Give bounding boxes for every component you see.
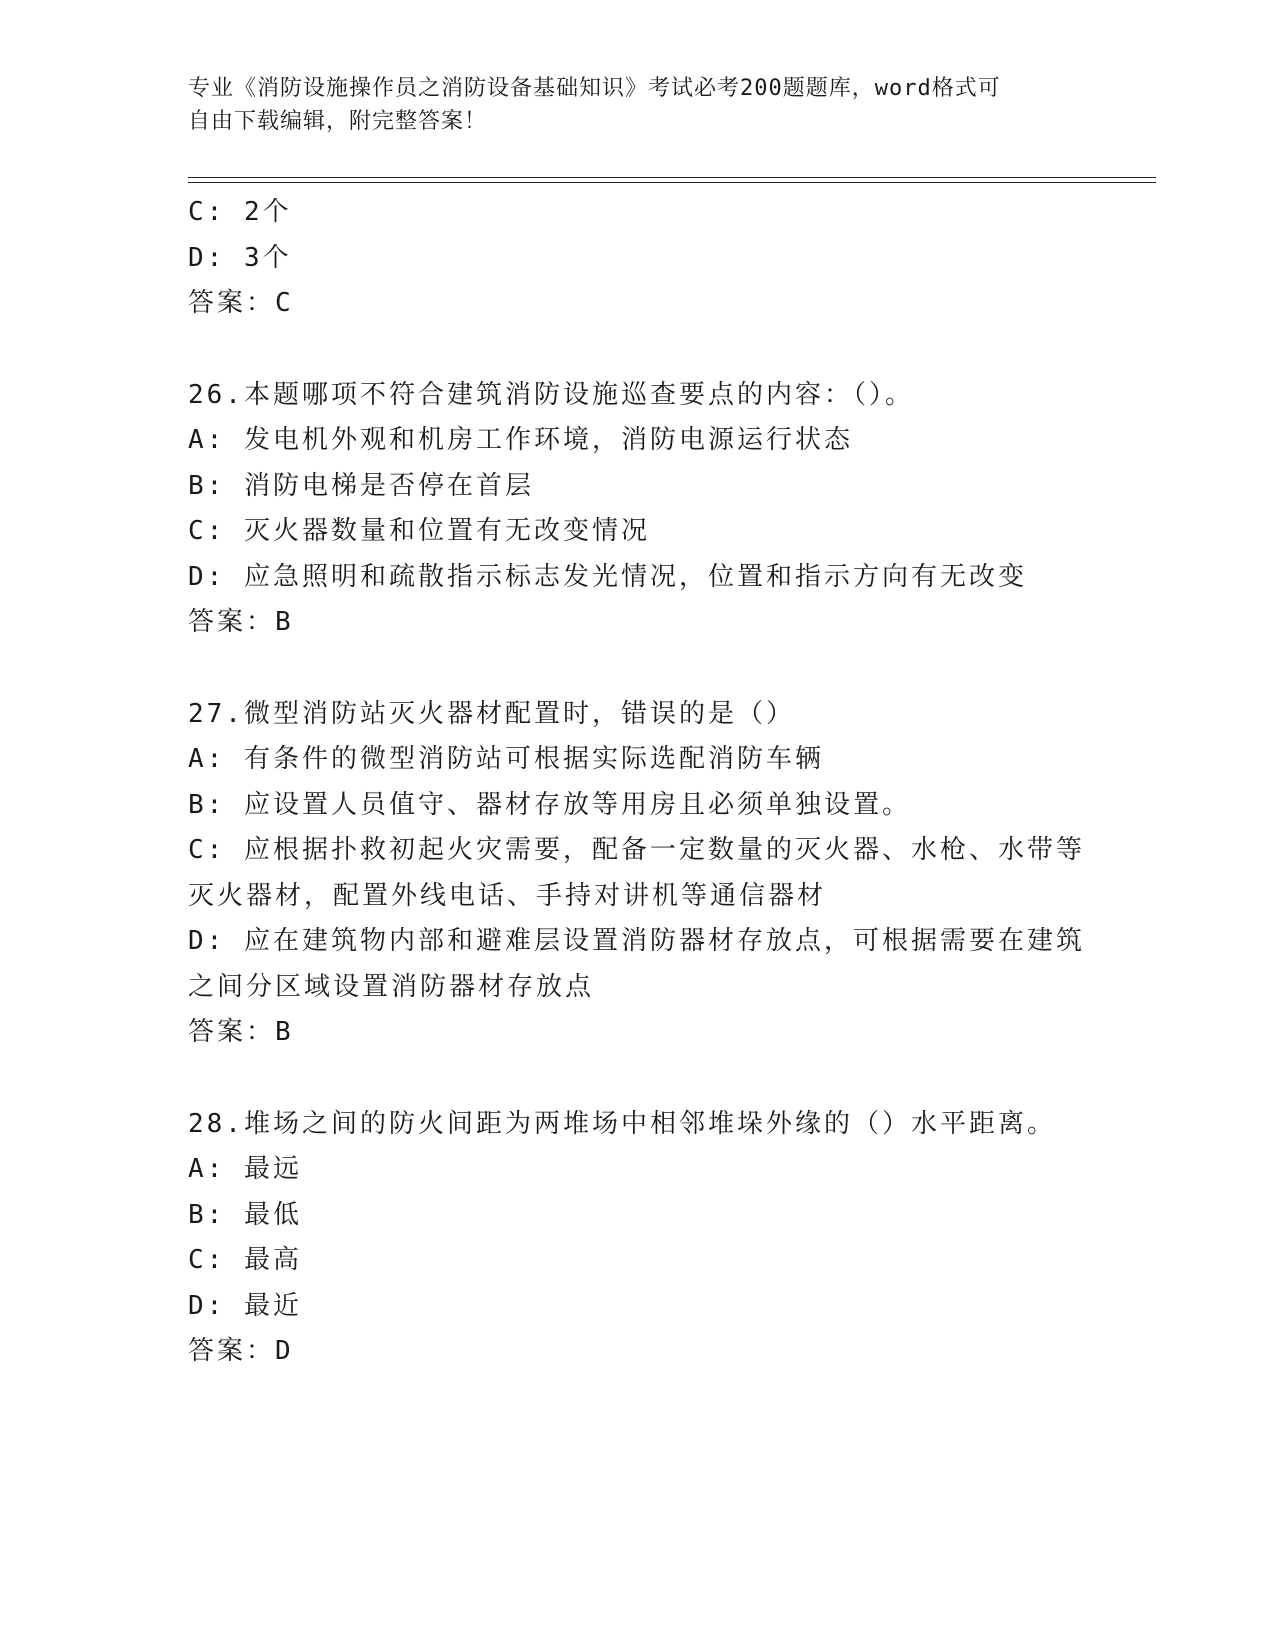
header-divider-top bbox=[188, 177, 1156, 178]
question-stem: 28.堆场之间的防火间距为两堆场中相邻堆垛外缘的（）水平距离。 bbox=[188, 1108, 1056, 1139]
option-c: C: 灭火器数量和位置有无改变情况 bbox=[188, 516, 650, 546]
option-d-continued: 之间分区域设置消防器材存放点 bbox=[188, 971, 595, 1002]
option-d: D: 3个 bbox=[188, 242, 292, 273]
option-c: C: 最高 bbox=[188, 1245, 302, 1275]
answer-line: 答案：B bbox=[188, 1017, 294, 1047]
option-c-continued: 灭火器材，配置外线电话、手持对讲机等通信器材 bbox=[188, 880, 827, 911]
question-26 bbox=[188, 373, 1088, 646]
option-b: B: 消防电梯是否停在首层 bbox=[188, 470, 534, 501]
question-stem: 26.本题哪项不符合建筑消防设施巡查要点的内容：（）。 bbox=[188, 379, 914, 410]
option-c: C: 2个 bbox=[188, 197, 292, 227]
answer-line: 答案：D bbox=[188, 1336, 294, 1366]
option-b: B: 最低 bbox=[188, 1199, 302, 1230]
answer-line: 答案：B bbox=[188, 607, 294, 637]
question-28 bbox=[188, 1102, 1088, 1375]
question-27 bbox=[188, 692, 1088, 1056]
option-a: A: 最远 bbox=[188, 1154, 302, 1184]
question-content bbox=[188, 190, 1088, 1375]
header-line-1: 专业《消防设施操作员之消防设备基础知识》考试必考200题题库，word格式可 bbox=[188, 76, 1001, 101]
option-b: B: 应设置人员值守、器材存放等用房且必须单独设置。 bbox=[188, 789, 911, 820]
answer-line: 答案：C bbox=[188, 288, 294, 318]
header-divider-bottom bbox=[188, 182, 1156, 183]
document-header bbox=[188, 72, 1088, 138]
option-d: D: 应在建筑物内部和避难层设置消防器材存放点，可根据需要在建筑 bbox=[188, 926, 1085, 956]
option-c: C: 应根据扑救初起火灾需要，配备一定数量的灭火器、水枪、水带等 bbox=[188, 835, 1085, 865]
header-line-2: 自由下载编辑，附完整答案！ bbox=[188, 109, 488, 134]
question-stem: 27.微型消防站灭火器材配置时，错误的是（） bbox=[188, 698, 795, 729]
option-a: A: 有条件的微型消防站可根据实际选配消防车辆 bbox=[188, 744, 824, 774]
option-d: D: 应急照明和疏散指示标志发光情况，位置和指示方向有无改变 bbox=[188, 561, 1027, 592]
carry-over-block bbox=[188, 190, 1088, 327]
option-a: A: 发电机外观和机房工作环境，消防电源运行状态 bbox=[188, 425, 853, 455]
option-d: D: 最近 bbox=[188, 1290, 302, 1321]
